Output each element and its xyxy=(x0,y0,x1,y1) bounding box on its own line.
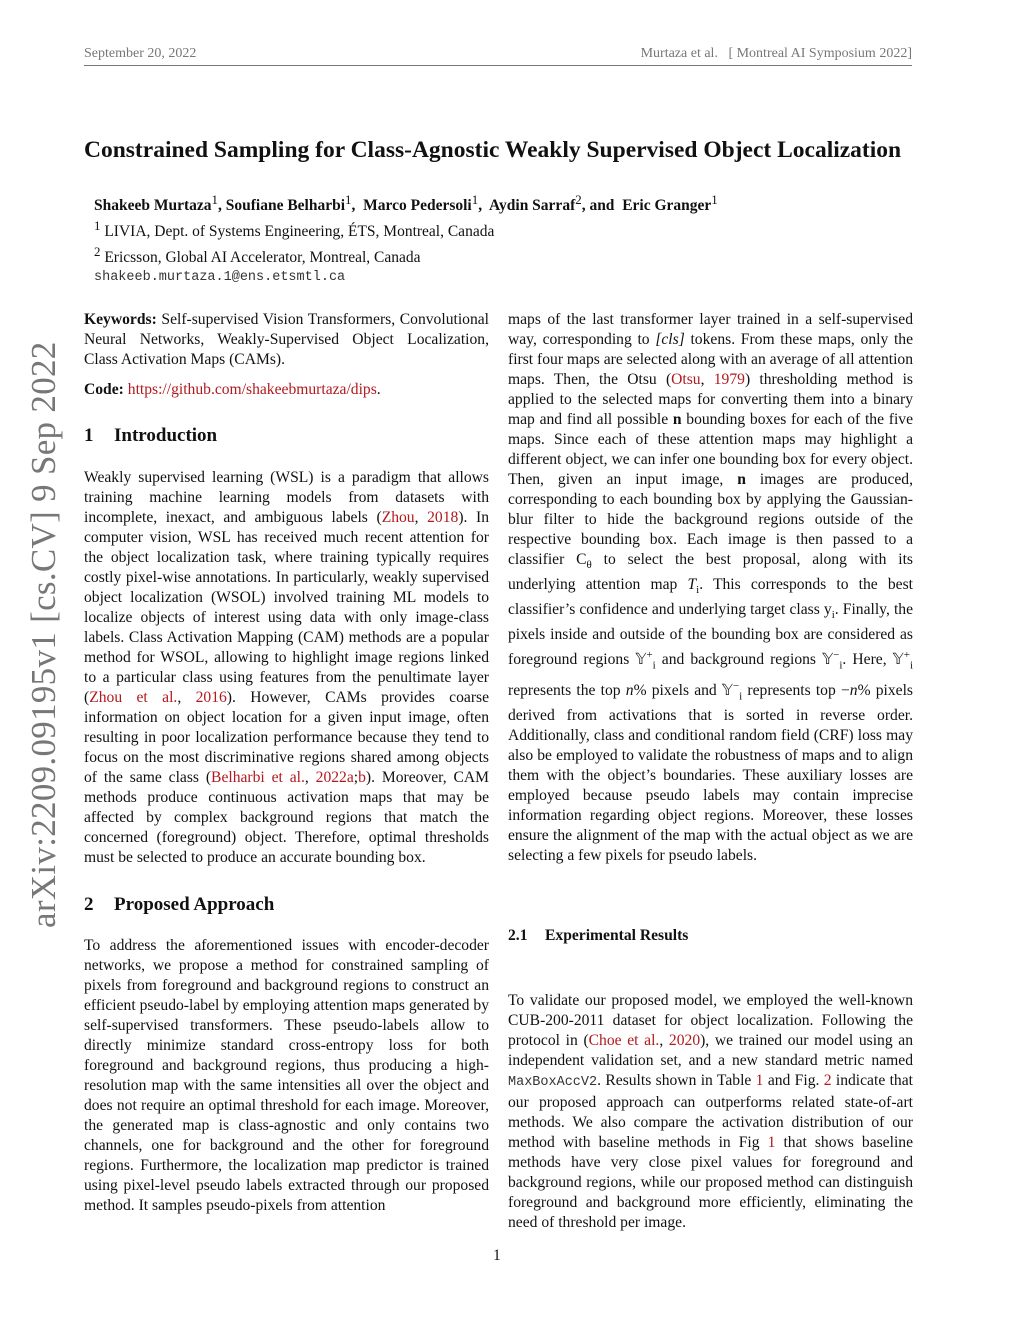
introduction-body xyxy=(84,468,489,868)
page-number: 1 xyxy=(493,1247,501,1264)
text-run: to select the best proposal, along with its underlying attention map xyxy=(508,551,913,594)
text-run: images are produced, corresponding to each bounding box by applying the Gaussian-blur filter to hide the background regions outside of the respective bounding box. Each image is then passed to a classifier C xyxy=(508,471,913,568)
citation-link[interactable]: Otsu xyxy=(671,371,701,388)
text-run: represents top − xyxy=(742,681,850,699)
text-run: . Here, 𝕐 xyxy=(842,651,904,669)
math-script: − xyxy=(732,679,740,692)
citation-link[interactable]: 2020 xyxy=(668,1032,701,1049)
section-heading-proposed-approach xyxy=(84,894,274,916)
math-script: i xyxy=(831,609,835,622)
text-run: and background regions 𝕐 xyxy=(655,651,834,669)
italic-text: n xyxy=(849,681,858,699)
approach-body xyxy=(84,936,489,1216)
code-link-line xyxy=(84,380,489,400)
section-number: 1 xyxy=(84,425,94,446)
math-script: i xyxy=(652,659,656,672)
affiliation-mark: 1 xyxy=(471,192,479,207)
citation-link[interactable]: 2016 xyxy=(195,689,227,706)
text-run: . This corresponds to the best classifier’s confidence and underlying target class y xyxy=(508,576,913,619)
author: Shakeeb Murtaza xyxy=(94,197,212,215)
keywords xyxy=(84,310,489,370)
citation-link[interactable]: Choe et al. xyxy=(588,1032,660,1049)
text-run: that shows baseline methods have very close pixel values for foreground and background regions, while our proposed method can distinguish foreground and background more efficiently, eliminating the need of threshold per image. xyxy=(508,1134,913,1231)
text-run: Self-supervised Vision Transformers, Convolutional Neural Networks, Weakly-Supervised Object Localization, Class Activation Maps (CAMs). xyxy=(84,311,489,368)
paragraph xyxy=(84,468,489,868)
affiliation-mark: 2 xyxy=(575,192,582,207)
citation-link[interactable]: Zhou et al. xyxy=(89,689,178,706)
citation-link[interactable]: 2018 xyxy=(427,509,459,526)
author-list: Shakeeb Murtaza$^1$, Soufiane Belharbi$^1$, Marco Pedersoli$^1$, Aydin Sarraf$^2$, and Eric Granger$^1$ xyxy=(94,192,718,215)
text-run: % pixels and 𝕐 xyxy=(633,681,733,699)
code-block xyxy=(84,380,489,400)
header-rule xyxy=(84,65,912,66)
affiliation-mark: 1 xyxy=(211,192,218,207)
author-block xyxy=(94,190,718,288)
text-run: . Finally, the pixels inside and outside of the bounding box are considered as foreground regions 𝕐 xyxy=(508,601,913,669)
citation-link[interactable]: Zhou xyxy=(381,509,415,526)
citation-link[interactable]: 1 xyxy=(755,1072,764,1089)
math-script: + xyxy=(646,649,653,662)
section-heading-introduction xyxy=(84,425,217,447)
text-run: ), we trained our model using an independent validation set, and a new standard metric named xyxy=(508,1032,914,1069)
author-email[interactable]: shakeeb.murtaza.1@ens.etsmtl.ca xyxy=(94,270,346,286)
text-run: , xyxy=(700,371,714,388)
italic-text: n xyxy=(625,681,634,699)
results-body xyxy=(508,991,913,1233)
math-script: + xyxy=(903,649,910,662)
citation-link[interactable]: https://github.com/shakeebmurtaza/dips xyxy=(127,381,377,398)
citation-link[interactable]: Belharbi et al. xyxy=(211,769,305,786)
code-text: MaxBoxAccV2 xyxy=(508,1075,598,1090)
affiliation-mark: 1 xyxy=(345,192,352,207)
bold-text: Code: xyxy=(84,381,124,398)
bold-text: n xyxy=(737,471,746,488)
text-run: ). Moreover, CAM methods produce continuous activation maps that may be affected by complex background regions that match the concerned (foreground) object. Therefore, optimal thresholds must be selected to produce an accurate bounding box. xyxy=(84,769,489,866)
italic-text: [cls] xyxy=(655,331,685,348)
bold-text: n xyxy=(672,411,682,428)
subsection-heading-experimental-results xyxy=(508,927,688,945)
text-run: Weakly supervised learning (WSL) is a paradigm that allows training machine learning models from datasets with incomplete, inexact, and ambiguous labels ( xyxy=(84,469,489,526)
text-run: maps of the last transformer layer trained in a self-supervised way, corresponding to xyxy=(508,311,913,348)
author: Soufiane Belharbi xyxy=(225,197,346,215)
citation-link[interactable]: b xyxy=(358,769,366,786)
text-run: and Fig. xyxy=(763,1072,824,1089)
paper-title: Constrained Sampling for Class-Agnostic Weakly Supervised Object Localization xyxy=(84,137,902,163)
keywords-block xyxy=(84,310,489,370)
citation-link[interactable]: 2022a xyxy=(315,769,354,786)
affiliation xyxy=(94,242,718,268)
text-run: ) thresholding method is applied to the selected maps for converting them into a binary map and find all possible xyxy=(508,371,913,428)
math-script: i xyxy=(739,689,743,702)
paragraph xyxy=(84,936,489,1216)
author-and: and xyxy=(589,197,615,215)
author: Aydin Sarraf xyxy=(488,197,576,215)
text-run: ). In computer vision, WSL has received much recent attention for the object localization task, where training typically requires costly pixel-wise annotations. In particularly, weakly supervised object localization (WSOL) involved training ML models to localize objects of interest using data with only image-class labels. Class Activation Mapping (CAM) methods are a popular method for WSOL, allowing to highlight image regions linked to a particular class using features from the penultimate layer ( xyxy=(84,509,490,706)
text-run: ; xyxy=(353,769,359,786)
affiliation-text: LIVIA, Dept. of Systems Engineering, ÉTS, Montreal, Canada xyxy=(104,223,495,241)
text-run: indicate that our proposed approach can outperforms related state-of-art methods. We also compare the activation distribution of our method with baseline methods in Fig xyxy=(508,1072,913,1151)
citation-link[interactable]: 1979 xyxy=(713,371,745,388)
text-run: ). However, CAMs provides coarse information on object location for a given input image, often resulting in poor localization performance because they tend to focus on the most discriminative regions shared among objects of the same class ( xyxy=(84,689,490,786)
arxiv-stamp: arXiv:2209.09195v1 [cs.CV] 9 Sep 2022 xyxy=(24,341,63,928)
text-run: To validate our proposed model, we employed the well-known CUB-200-2011 dataset for object localization. Following the protocol in ( xyxy=(508,992,913,1049)
text-run: , xyxy=(304,769,316,786)
section-title: Experimental Results xyxy=(545,927,689,944)
approach-body-continued xyxy=(508,310,913,866)
section-number: 2 xyxy=(84,894,94,915)
citation-link[interactable]: 1 xyxy=(767,1134,776,1151)
text-run: % pixels derived from activations that is sorted in reverse order. Additionally, class and conditional random field (CRF) loss may also be employed to validate the robustness of maps and to align them with the object’s boundaries. These auxiliary losses are employed because pseudo labels may contain imprecise information regarding object regions. Moreover, these losses ensure the alignment of the map with the actual object as we are selecting a few pixels for pseudo labels. xyxy=(508,681,913,864)
citation-link[interactable]: 2 xyxy=(823,1072,832,1089)
affiliation-number: 2 xyxy=(94,244,101,260)
text-run: , xyxy=(177,689,196,706)
math-script: θ xyxy=(586,559,592,572)
text-run: tokens. From these maps, only the first four maps are selected along with an average of all attention maps. Then, the Otsu ( xyxy=(508,331,914,388)
header-venue: Murtaza et al. [ Montreal AI Symposium 2022] xyxy=(640,46,912,61)
text-run: . Results shown in Table xyxy=(597,1072,756,1089)
text-run: To address the aforementioned issues with encoder-decoder networks, we propose a method for constrained sampling of pixels from foreground and background regions to construct an efficient pseudo-label by employing attention maps generated by self-supervised transformers. These pseudo-labels allow to directly minimize standard cross-entropy loss for both foreground and background regions, thus producing a high-resolution map with the same intensities all over the object and does not require an optimal threshold for each image. Moreover, the generated map is class-agnostic and only contains two channels, one for background and the other for foreground regions. Furthermore, the localization map predictor is trained using pixel-level pseudo labels extracted through our proposed method. It samples pseudo-pixels from attention xyxy=(84,937,489,1214)
section-title: Introduction xyxy=(114,425,218,446)
author: Eric Granger xyxy=(622,197,712,215)
header-date: September 20, 2022 xyxy=(84,46,197,61)
section-title: Proposed Approach xyxy=(114,894,275,915)
section-number: 2.1 xyxy=(508,927,528,944)
affiliation-mark: 1 xyxy=(711,192,718,207)
affiliation-text: Ericsson, Global AI Accelerator, Montreal, Canada xyxy=(104,249,421,267)
affiliation-number: 1 xyxy=(94,218,101,234)
math-script: − xyxy=(833,649,840,662)
text-run: , xyxy=(414,509,428,526)
bold-text: Keywords: xyxy=(84,311,157,328)
paragraph xyxy=(508,310,913,866)
paragraph xyxy=(508,991,913,1233)
author: Marco Pedersoli xyxy=(363,197,472,215)
math-script: i xyxy=(696,584,700,597)
text-run: bounding boxes for each of the five maps. Since each of these attention maps may highlight a different object, we can infer one bounding box for every object. Then, given an input image, xyxy=(508,411,913,488)
math-script: i xyxy=(909,659,913,672)
text-run: represents the top xyxy=(508,681,626,699)
text-run: , xyxy=(659,1032,669,1049)
italic-text: T xyxy=(687,576,697,594)
math-script: i xyxy=(839,659,843,672)
text-run: . xyxy=(376,381,381,398)
affiliation xyxy=(94,216,718,242)
